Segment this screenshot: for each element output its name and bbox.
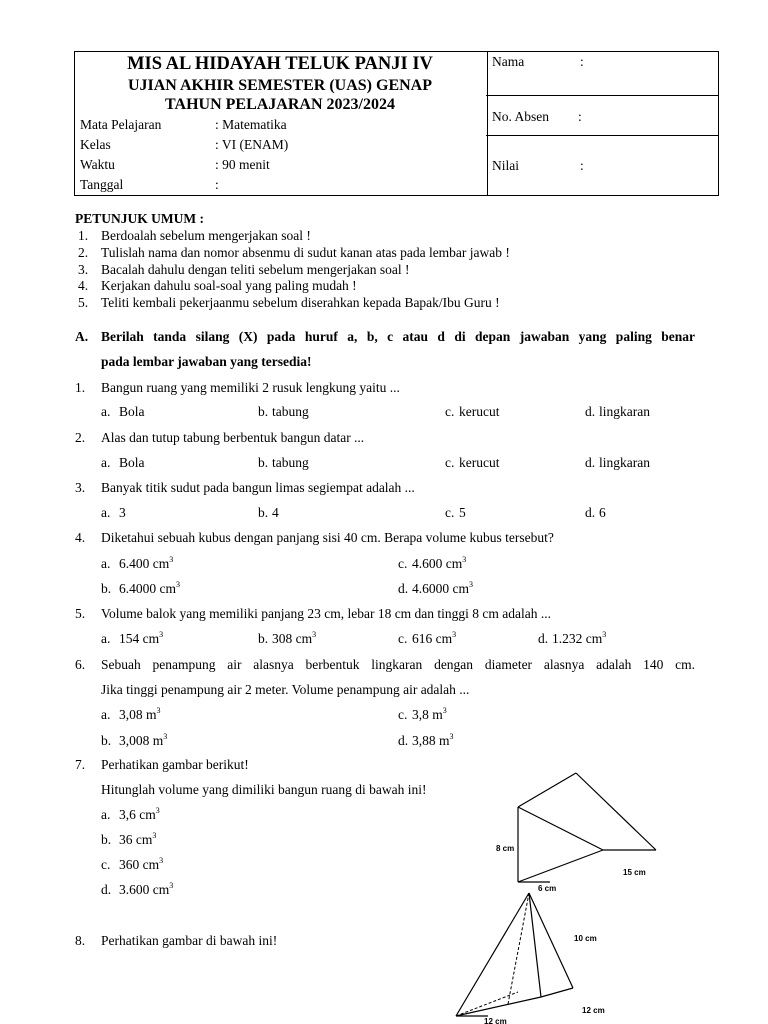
superscript: 3 <box>469 579 473 589</box>
info-label-date: Tanggal <box>80 177 124 192</box>
option-key: a. <box>101 455 111 470</box>
superscript: 3 <box>155 805 160 815</box>
instruction-num-5: 5. <box>78 295 89 310</box>
instruction-item-3: Bacalah dahulu dengan teliti sebelum mengerjakan soal ! <box>101 262 410 277</box>
question-text: Volume balok yang memiliki panjang 23 cm, lebar 18 cm dan tinggi 8 cm adalah ... <box>101 606 552 621</box>
info-value-time: : 90 menit <box>215 157 270 172</box>
pyramid-edge <box>529 893 541 997</box>
option-key: d. <box>585 455 596 470</box>
question-number: 1. <box>75 380 86 395</box>
superscript: 3 <box>163 731 168 741</box>
pyramid-base-label: 12 cm <box>484 1017 507 1024</box>
option-value: 5 <box>459 505 466 520</box>
academic-year: TAHUN PELAJARAN 2023/2024 <box>165 96 395 113</box>
option-text: 3,08 m <box>119 707 157 722</box>
option-value <box>119 830 157 847</box>
option-key: d. <box>585 404 596 419</box>
absen-colon: : <box>578 109 582 124</box>
superscript: 3 <box>602 629 607 639</box>
superscript: 3 <box>159 629 164 639</box>
option-key: c. <box>445 455 455 470</box>
pyramid-edge <box>529 893 573 988</box>
option-key: b. <box>101 832 112 847</box>
info-label-class: Kelas <box>80 137 111 152</box>
option-value: Bola <box>119 404 145 419</box>
option-value <box>119 855 164 872</box>
option-key: b. <box>101 581 112 596</box>
option-text: 616 cm <box>412 631 453 646</box>
option-value: tabung <box>272 455 309 470</box>
option-key: c. <box>445 505 455 520</box>
header-divider-1 <box>486 95 719 96</box>
option-text: 308 cm <box>272 631 313 646</box>
option-text: 154 cm <box>119 631 160 646</box>
option-key: d. <box>538 631 549 646</box>
nilai-colon: : <box>580 158 584 173</box>
option-value <box>119 805 160 822</box>
question-text: Bangun ruang yang memiliki 2 rusuk lengkung yaitu ... <box>101 380 400 395</box>
option-key: d. <box>398 733 409 748</box>
instruction-item-5: Teliti kembali pekerjaanmu sebelum diserahkan kepada Bapak/Ibu Guru ! <box>101 295 500 310</box>
option-value <box>119 731 168 748</box>
option-key: d. <box>101 882 112 897</box>
instruction-num-3: 3. <box>78 262 89 277</box>
school-name: MIS AL HIDAYAH TELUK PANJI IV <box>127 54 433 74</box>
instruction-num-2: 2. <box>78 245 89 260</box>
prism-edge <box>518 773 576 807</box>
exam-title: UJIAN AKHIR SEMESTER (UAS) GENAP <box>127 77 433 94</box>
option-text: 3,008 m <box>119 733 164 748</box>
option-value: lingkaran <box>599 455 650 470</box>
prism-edge <box>518 807 603 850</box>
question-text-cont: Jika tinggi penampung air 2 meter. Volume penampung air adalah ... <box>101 682 470 697</box>
option-key: c. <box>445 404 455 419</box>
superscript: 3 <box>312 629 317 639</box>
question-number: 8. <box>75 933 86 948</box>
option-value: kerucut <box>459 455 500 470</box>
option-key: b. <box>101 733 112 748</box>
question-number: 4. <box>75 530 86 545</box>
superscript: 3 <box>156 705 161 715</box>
option-value <box>119 554 174 571</box>
option-text: 1.232 cm <box>552 631 603 646</box>
instruction-item-4: Kerjakan dahulu soal-soal yang paling mudah ! <box>101 278 357 293</box>
question-number: 5. <box>75 606 86 621</box>
question-text: Diketahui sebuah kubus dengan panjang sisi 40 cm. Berapa volume kubus tersebut? <box>101 530 554 545</box>
option-value <box>119 880 174 897</box>
prism-height-label: 8 cm <box>496 844 515 853</box>
option-key: a. <box>101 404 111 419</box>
option-value: lingkaran <box>599 404 650 419</box>
prism-base-label: 6 cm <box>538 884 557 893</box>
option-text: 3,8 m <box>412 707 443 722</box>
option-key: a. <box>101 505 111 520</box>
question-text: Banyak titik sudut pada bangun limas segiempat adalah ... <box>101 480 415 495</box>
option-key: c. <box>398 707 408 722</box>
option-text: 36 cm <box>119 832 153 847</box>
question-text-cont: Hitunglah volume yang dimiliki bangun ruang di bawah ini! <box>101 782 427 797</box>
square-pyramid-figure <box>448 888 618 1024</box>
option-value <box>552 629 607 646</box>
option-value <box>119 705 161 722</box>
question-number: 7. <box>75 757 86 772</box>
pyramid-edge <box>456 893 529 1016</box>
option-value <box>412 554 467 571</box>
question-number: 6. <box>75 657 86 672</box>
section-a-line1: Berilah tanda silang (X) pada huruf a, b, c atau d di depan jawaban yang paling benar <box>101 329 695 344</box>
option-value: 6 <box>599 505 606 520</box>
option-value <box>412 629 457 646</box>
option-key: b. <box>258 455 269 470</box>
instruction-num-4: 4. <box>78 278 89 293</box>
option-key: a. <box>101 707 111 722</box>
option-key: b. <box>258 631 269 646</box>
option-key: d. <box>585 505 596 520</box>
pyramid-edge <box>541 988 573 997</box>
option-key: b. <box>258 505 269 520</box>
instruction-num-1: 1. <box>78 228 89 243</box>
option-key: a. <box>101 556 111 571</box>
superscript: 3 <box>152 830 157 840</box>
pyramid-slant-label: 10 cm <box>574 934 597 943</box>
option-value <box>412 731 454 748</box>
superscript: 3 <box>169 880 174 890</box>
option-text: 6.4000 cm <box>119 581 176 596</box>
option-value: Bola <box>119 455 145 470</box>
question-text: Perhatikan gambar berikut! <box>101 757 249 772</box>
instruction-item-2: Tulislah nama dan nomor absenmu di sudut kanan atas pada lembar jawab ! <box>101 245 510 260</box>
pyramid-side-label: 12 cm <box>582 1006 605 1015</box>
option-value <box>119 579 180 596</box>
section-a-letter: A. <box>75 329 89 344</box>
option-text: 3,6 cm <box>119 807 156 822</box>
nilai-label: Nilai <box>492 158 519 173</box>
option-value <box>412 705 447 722</box>
option-key: b. <box>258 404 269 419</box>
question-number: 3. <box>75 480 86 495</box>
superscript: 3 <box>159 855 164 865</box>
option-value <box>412 579 473 596</box>
superscript: 3 <box>452 629 457 639</box>
option-text: 4.6000 cm <box>412 581 469 596</box>
option-text: 3.600 cm <box>119 882 170 897</box>
superscript: 3 <box>442 705 447 715</box>
info-value-date: : <box>215 177 219 192</box>
prism-length-label: 15 cm <box>623 868 646 877</box>
info-value-class: : VI (ENAM) <box>215 137 289 152</box>
option-value: kerucut <box>459 404 500 419</box>
question-text: Perhatikan gambar di bawah ini! <box>101 933 278 948</box>
info-label-subject: Mata Pelajaran <box>80 117 162 132</box>
option-value <box>272 629 317 646</box>
question-number: 2. <box>75 430 86 445</box>
superscript: 3 <box>176 579 180 589</box>
info-label-time: Waktu <box>80 157 115 172</box>
option-text: 3,88 m <box>412 733 450 748</box>
option-key: c. <box>101 857 111 872</box>
absen-label: No. Absen <box>492 109 549 124</box>
option-value: 4 <box>272 505 279 520</box>
option-text: 4.600 cm <box>412 556 463 571</box>
superscript: 3 <box>449 731 454 741</box>
name-label: Nama <box>492 54 525 69</box>
option-value <box>119 629 164 646</box>
option-value: tabung <box>272 404 309 419</box>
option-key: a. <box>101 631 111 646</box>
triangular-prism-figure <box>490 768 660 893</box>
option-key: a. <box>101 807 111 822</box>
instructions-title: PETUNJUK UMUM : <box>75 211 204 226</box>
question-text: Alas dan tutup tabung berbentuk bangun datar ... <box>101 430 365 445</box>
name-colon: : <box>580 54 584 69</box>
question-text: Sebuah penampung air alasnya berbentuk lingkaran dengan diameter alasnya adalah 140 cm. <box>101 657 695 672</box>
option-text: 6.400 cm <box>119 556 170 571</box>
superscript: 3 <box>169 554 174 564</box>
header-divider-2 <box>486 135 719 136</box>
instruction-item-1: Berdoalah sebelum mengerjakan soal ! <box>101 228 311 243</box>
prism-edge <box>576 773 656 850</box>
prism-edge <box>518 850 603 882</box>
option-text: 360 cm <box>119 857 160 872</box>
option-key: c. <box>398 631 408 646</box>
info-value-subject: : Matematika <box>215 117 287 132</box>
section-a-line2: pada lembar jawaban yang tersedia! <box>101 354 312 369</box>
option-key: c. <box>398 556 408 571</box>
option-value: 3 <box>119 505 126 520</box>
superscript: 3 <box>462 554 467 564</box>
option-key: d. <box>398 581 409 596</box>
